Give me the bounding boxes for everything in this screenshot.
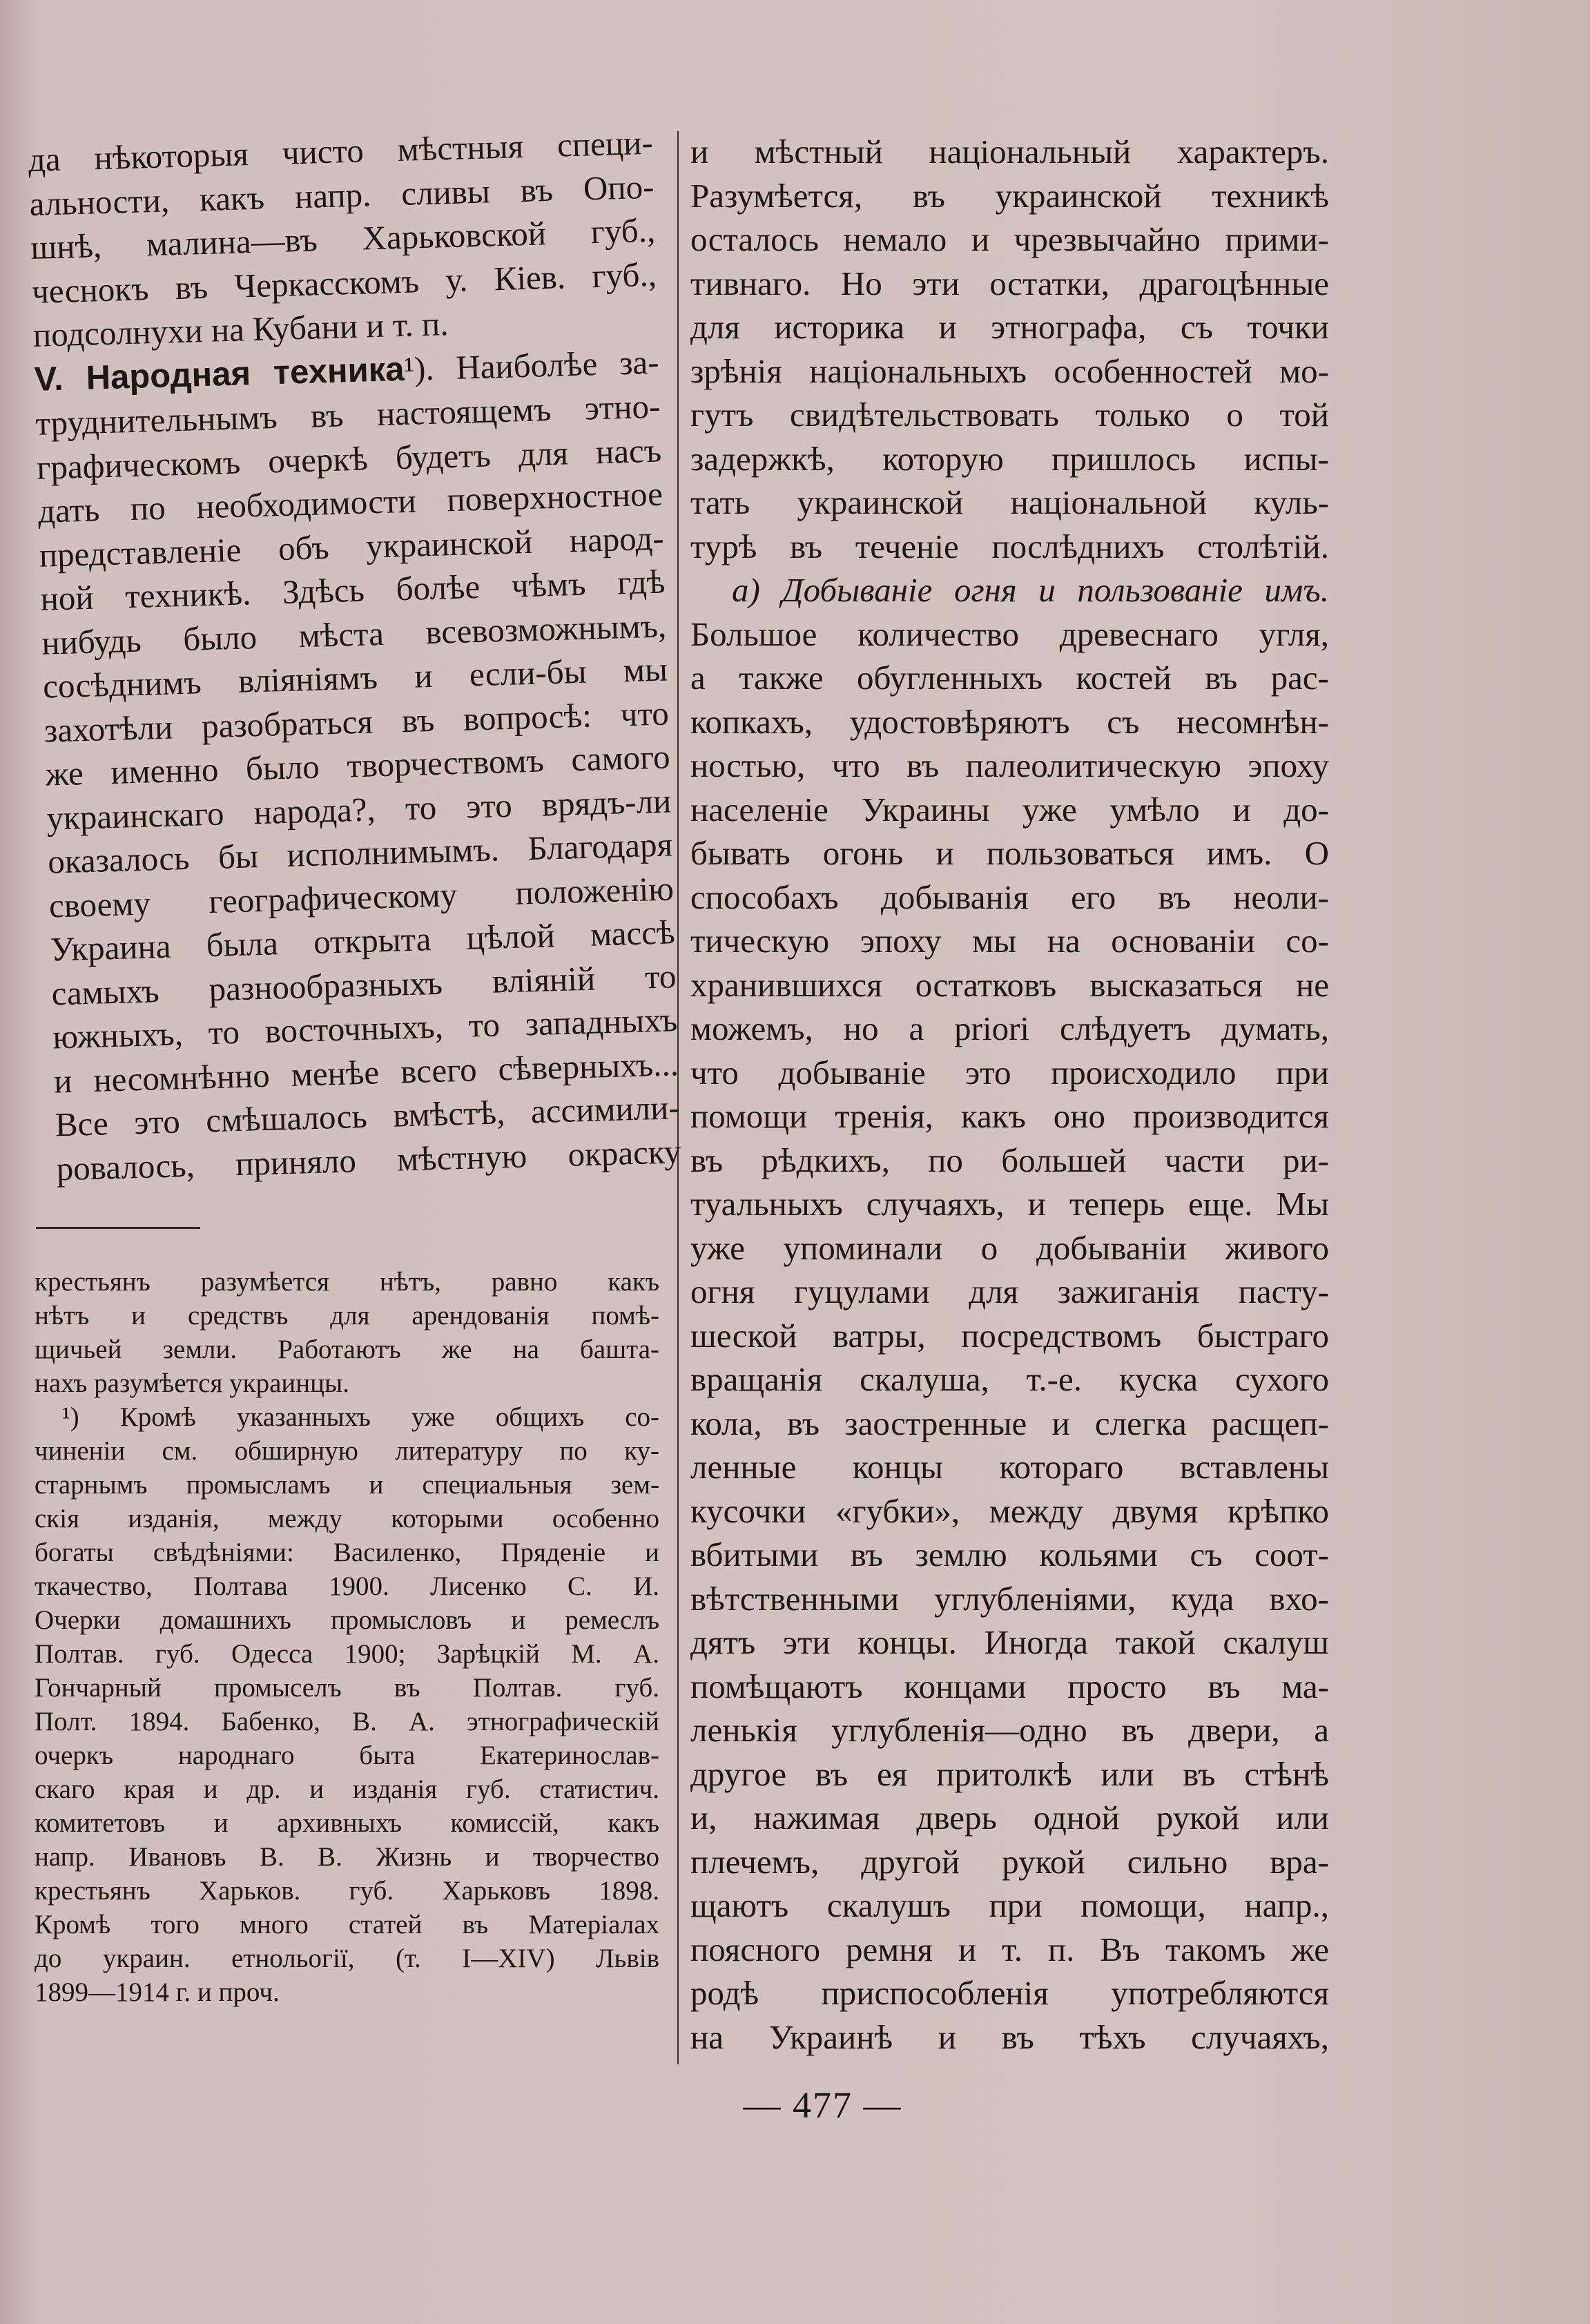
- footnote-line: 1899—1914 г. и проч.: [35, 1977, 280, 2007]
- text-line: вбитыми въ землю кольями съ соот-: [690, 1536, 1329, 1573]
- text-line: Разумѣется, въ украинской техникѣ: [690, 176, 1329, 215]
- text-line: хранившихся остатковъ высказаться не: [690, 965, 1329, 1004]
- text-line: Большое количество древеснаго угля,: [690, 614, 1329, 653]
- text-line: Украина была открыта цѣлой массѣ: [50, 913, 676, 969]
- text-line: поясного ремня и т. п. Въ такомъ же: [690, 1930, 1329, 1968]
- text-line: шеской ватры, посредствомъ быстраго: [690, 1316, 1329, 1355]
- text-line: ленькія углубленія—одно въ двери, а: [690, 1711, 1329, 1749]
- footnote-line: до украин. етнольогії, (т. I—XIV) Львів: [35, 1944, 659, 1973]
- text-line: графическомъ очеркѣ будетъ для насъ: [36, 431, 662, 487]
- footnote-line: очеркъ народнаго быта Екатеринослав-: [35, 1741, 659, 1770]
- text-line: бывать огонь и пользоваться имъ. О: [690, 834, 1329, 872]
- text-line: огня гуцулами для зажиганія пасту-: [690, 1272, 1329, 1310]
- text-line: шнѣ, малина—въ Харьковской губ.,: [30, 211, 656, 267]
- text-line: способахъ добыванія его въ неоли-: [690, 878, 1329, 916]
- text-line: помѣщаютъ концами просто въ ма-: [690, 1667, 1329, 1705]
- text-line: щаютъ скалушъ при помощи, напр.,: [690, 1886, 1329, 1924]
- text-line: да нѣкоторыя чисто мѣстныя специ-: [28, 123, 654, 179]
- text-line: что добываніе это происходило при: [690, 1053, 1329, 1092]
- text-line: зрѣнія національныхъ особенностей мо-: [690, 351, 1329, 390]
- footnote-line: старнымъ промысламъ и специальныя зем-: [35, 1470, 659, 1500]
- footnote-line: Полтав. губ. Одесса 1900; Зарѣцкій М. А.: [35, 1639, 659, 1669]
- text-line: кола, въ заостренные и слегка расщеп-: [690, 1404, 1329, 1442]
- text-line: ровалось, приняло мѣстную окраску: [55, 1132, 682, 1188]
- section-heading: V. Народная техника: [34, 350, 405, 398]
- footnote-line: Очерки домашнихъ промысловъ и ремеслъ: [35, 1605, 659, 1635]
- text-line: же именно было творчествомъ самого: [44, 737, 671, 793]
- text-line: плечемъ, другой рукой сильно вра-: [690, 1842, 1329, 1881]
- text-line: задержкѣ, которую пришлось испы-: [690, 439, 1329, 478]
- footnote-line: нахъ разумѣется украинцы.: [35, 1368, 350, 1398]
- text-line: украинскаго народа?, то это врядъ-ли: [46, 781, 672, 837]
- footnote-line: щичьей земли. Работаютъ же на башта-: [35, 1335, 659, 1364]
- text-line: альности, какъ напр. сливы въ Опо-: [28, 167, 655, 223]
- text-line: дать по необходимости поверхностное: [37, 474, 663, 530]
- text-line: въ рѣдкихъ, по большей части ри-: [690, 1141, 1329, 1179]
- text-line: и мѣстный національный характеръ.: [690, 133, 1329, 171]
- text-line: захотѣли разобраться въ вопросѣ: что: [43, 693, 670, 750]
- text-line: и несомнѣнно менѣе всего сѣверныхъ...: [53, 1044, 679, 1100]
- text-line: дятъ эти концы. Иногда такой скалуш: [690, 1623, 1329, 1661]
- text-line: Все это смѣшалось вмѣстѣ, ассимили-: [55, 1088, 681, 1144]
- text-line: родѣ приспособленія употребляются: [690, 1974, 1329, 2012]
- text-line: ностью, что въ палеолитическую эпоху: [690, 746, 1329, 784]
- text-line: представленіе объ украинской народ-: [39, 519, 665, 574]
- text-line: южныхъ, то восточныхъ, то западныхъ: [52, 1000, 678, 1056]
- text-line: самыхъ разнообразныхъ вліяній то: [50, 956, 677, 1013]
- text-line: тать украинской національной куль-: [690, 483, 1329, 521]
- text-line: сосѣднимъ вліяніямъ и если-бы мы: [42, 650, 668, 706]
- footnote-line: ткачество, Полтава 1900. Лисенко С. И.: [35, 1571, 659, 1601]
- text-line: вѣтственными углубленіями, куда вхо-: [690, 1579, 1329, 1618]
- text-line: а также обугленныхъ костей въ рас-: [690, 659, 1329, 697]
- text-line: кусочки «губки», между двумя крѣпко: [690, 1491, 1329, 1530]
- footnote-line: богаты свѣдѣніями: Василенко, Пряденіе и: [35, 1538, 659, 1567]
- footnote-line: скія изданія, между которыми особенно: [35, 1504, 659, 1533]
- right-column: [690, 130, 1329, 2059]
- footnote-line: чиненiи см. обширную литературу по ку-: [35, 1436, 659, 1466]
- footnote-line: нѣтъ и средствъ для арендованія помѣ-: [35, 1301, 659, 1330]
- text-line: можемъ, но a priori слѣдуетъ думать,: [690, 1009, 1329, 1047]
- footnote-line: комитетовъ и архивныхъ комиссій, какъ: [35, 1808, 659, 1838]
- text-line: туальныхъ случаяхъ, и теперь еще. Мы: [690, 1185, 1329, 1223]
- text-line: на Украинѣ и въ тѣхъ случаяхъ,: [690, 2017, 1329, 2056]
- text-line: оказалось бы исполнимымъ. Благодаря: [47, 825, 673, 881]
- text-line: своему географическому положенію: [48, 869, 675, 925]
- text-line: тическую эпоху мы на основаніи со-: [690, 922, 1329, 960]
- text-line: для историка и этнографа, съ точки: [690, 308, 1329, 346]
- footnote-line: напр. Ивановъ В. В. Жизнь и творчество: [35, 1842, 659, 1872]
- text-line: вращанія скалуша, т.-е. куска сухого: [690, 1360, 1329, 1398]
- page-number: — 477 —: [743, 2084, 902, 2126]
- text-line: помощи тренія, какъ оно производится: [690, 1097, 1329, 1135]
- footnote-line: Гончарный промыселъ въ Полтав. губ.: [35, 1673, 659, 1703]
- footnote-line: скаго края и др. и изданія губ. статистич.: [35, 1774, 659, 1804]
- text-line: турѣ въ теченіе послѣднихъ столѣтій.: [690, 527, 1329, 565]
- text-line: уже упоминали о добываніи живого: [690, 1228, 1329, 1267]
- footnote-line: крестьянъ Харьков. губ. Харьковъ 1898.: [35, 1876, 659, 1906]
- footnote-line: ¹) Кромѣ указанныхъ уже общихъ со-: [62, 1402, 659, 1432]
- text-line: осталось немало и чрезвычайно прими-: [690, 220, 1329, 258]
- footnote-separator: [36, 1227, 200, 1229]
- text-line: другое въ ея притолкѣ или въ стѣнѣ: [690, 1754, 1329, 1793]
- text-line: труднительнымъ въ настоящемъ этно-: [35, 387, 661, 443]
- text-line: чеснокъ въ Черкасскомъ у. Кiев. губ.,: [31, 255, 657, 311]
- text-line: подсолнухи на Кубани и т. п.: [32, 304, 449, 354]
- text-line: и, нажимая дверь одной рукой или: [690, 1799, 1329, 1837]
- left-column: [28, 121, 681, 1191]
- text-line: ленные концы котораго вставлены: [690, 1448, 1329, 1486]
- footnotes: [35, 1265, 659, 2009]
- text-line: тивнаго. Но эти остатки, драгоцѣнные: [690, 264, 1329, 302]
- footnote-line: Кромѣ того много статей въ Матеріалах: [35, 1910, 659, 1939]
- text-line: нибудь было мѣста всевозможнымъ,: [41, 606, 667, 662]
- footnote-line: Полт. 1894. Бабенко, В. А. этнографическій: [35, 1707, 659, 1736]
- section-first-line: ¹). Наиболѣе за-: [403, 342, 660, 388]
- text-line: гутъ свидѣтельствовать только о той: [690, 396, 1329, 434]
- footnote-line: крестьянъ разумѣется нѣтъ, равно какъ: [35, 1267, 659, 1297]
- subsection-heading: а) Добываніе огня и пользованіе имъ.: [732, 571, 1329, 609]
- text-line: ной техникѣ. Здѣсь болѣе чѣмъ гдѣ: [39, 562, 666, 618]
- text-line: копкахъ, удостовѣряютъ съ несомнѣн-: [690, 702, 1329, 741]
- text-line: населеніе Украины уже умѣло и до-: [690, 790, 1329, 829]
